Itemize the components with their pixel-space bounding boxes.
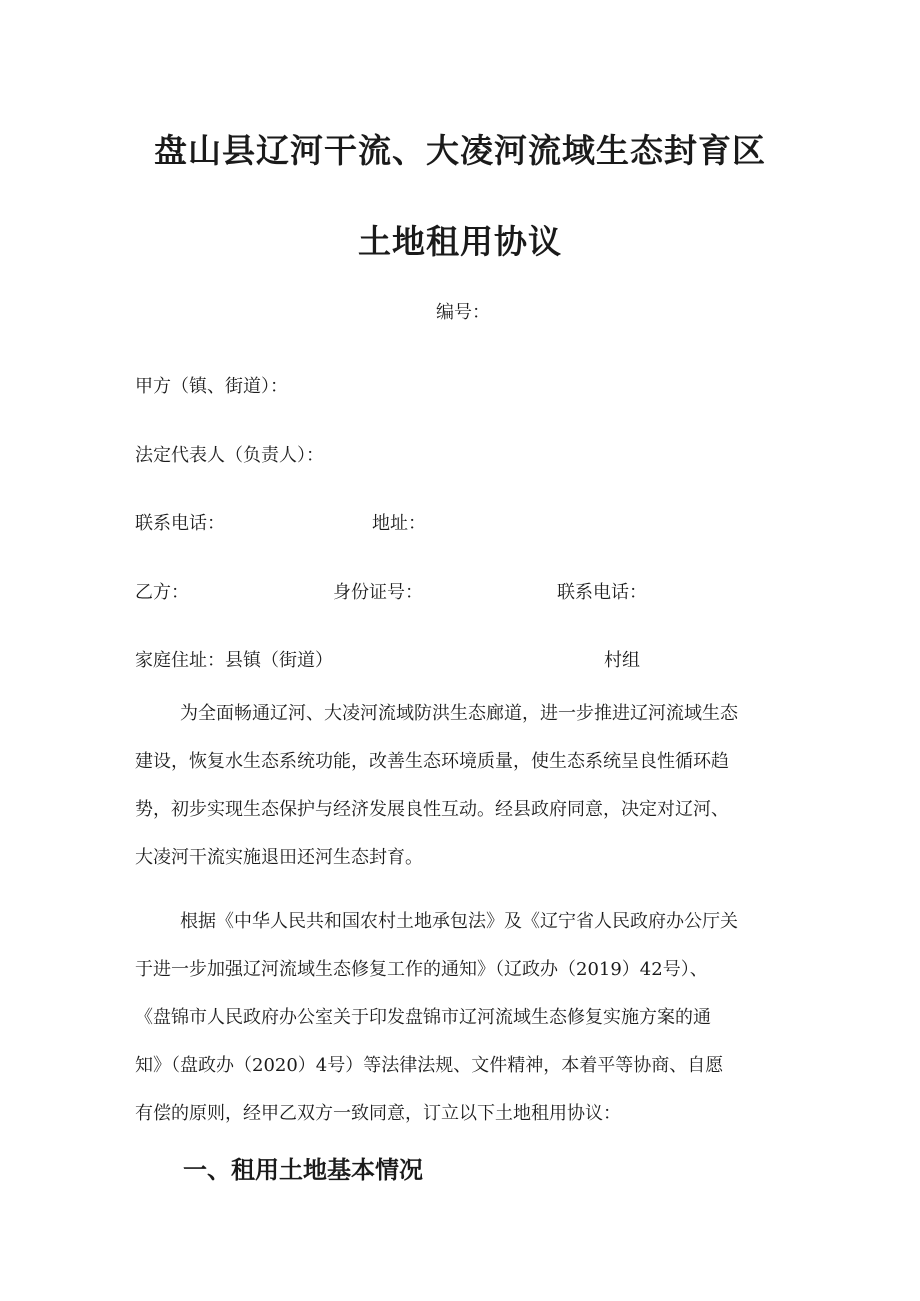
intro-paragraph-line: 大凌河干流实施退田还河生态封育。 bbox=[135, 847, 423, 868]
legal-representative-label: 法定代表人（负责人）： bbox=[135, 445, 324, 466]
section1-heading: 一、租用土地基本情况 bbox=[183, 1156, 423, 1184]
party-a-address-label: 地址： bbox=[372, 513, 426, 534]
home-address-label: 家庭住址：县镇（街道） bbox=[135, 650, 333, 671]
legal-basis-paragraph-line: 于进一步加强辽河流域生态修复工作的通知》（辽政办（2019）42号）、 bbox=[135, 959, 708, 980]
legal-basis-paragraph-line: 根据《中华人民共和国农村土地承包法》及《辽宁省人民政府办公厅关 bbox=[180, 911, 738, 932]
intro-paragraph-line: 为全面畅通辽河、大凌河流域防洪生态廊道，进一步推进辽河流域生态 bbox=[180, 703, 738, 724]
intro-paragraph bbox=[135, 690, 815, 882]
party-a-label: 甲方（镇、街道）： bbox=[135, 376, 288, 397]
serial-number-label: 编号： bbox=[436, 302, 490, 323]
id-number-label: 身份证号： bbox=[333, 582, 423, 603]
legal-basis-paragraph-line: 有偿的原则，经甲乙双方一致同意，订立以下土地租用协议： bbox=[135, 1103, 621, 1124]
intro-paragraph-line: 势，初步实现生态保护与经济发展良性互动。经县政府同意，决定对辽河、 bbox=[135, 799, 729, 820]
party-b-phone-label: 联系电话： bbox=[557, 582, 647, 603]
legal-basis-paragraph-line: 《盘锦市人民政府办公室关于印发盘锦市辽河流域生态修复实施方案的通 bbox=[135, 1007, 711, 1028]
intro-paragraph-line: 建设，恢复水生态系统功能，改善生态环境质量，使生态系统呈良性循环趋 bbox=[135, 751, 729, 772]
document-title-line2: 土地租用协议 bbox=[358, 222, 562, 261]
legal-basis-paragraph bbox=[135, 898, 815, 1138]
party-a-phone-label: 联系电话： bbox=[135, 513, 225, 534]
party-b-label: 乙方： bbox=[135, 582, 189, 603]
document-title-line1: 盘山县辽河干流、大凌河流域生态封育区 bbox=[154, 131, 766, 170]
legal-basis-paragraph-line: 知》（盘政办（2020）4号）等法律法规、文件精神，本着平等协商、自愿 bbox=[135, 1055, 724, 1076]
village-group-label: 村组 bbox=[604, 650, 640, 671]
